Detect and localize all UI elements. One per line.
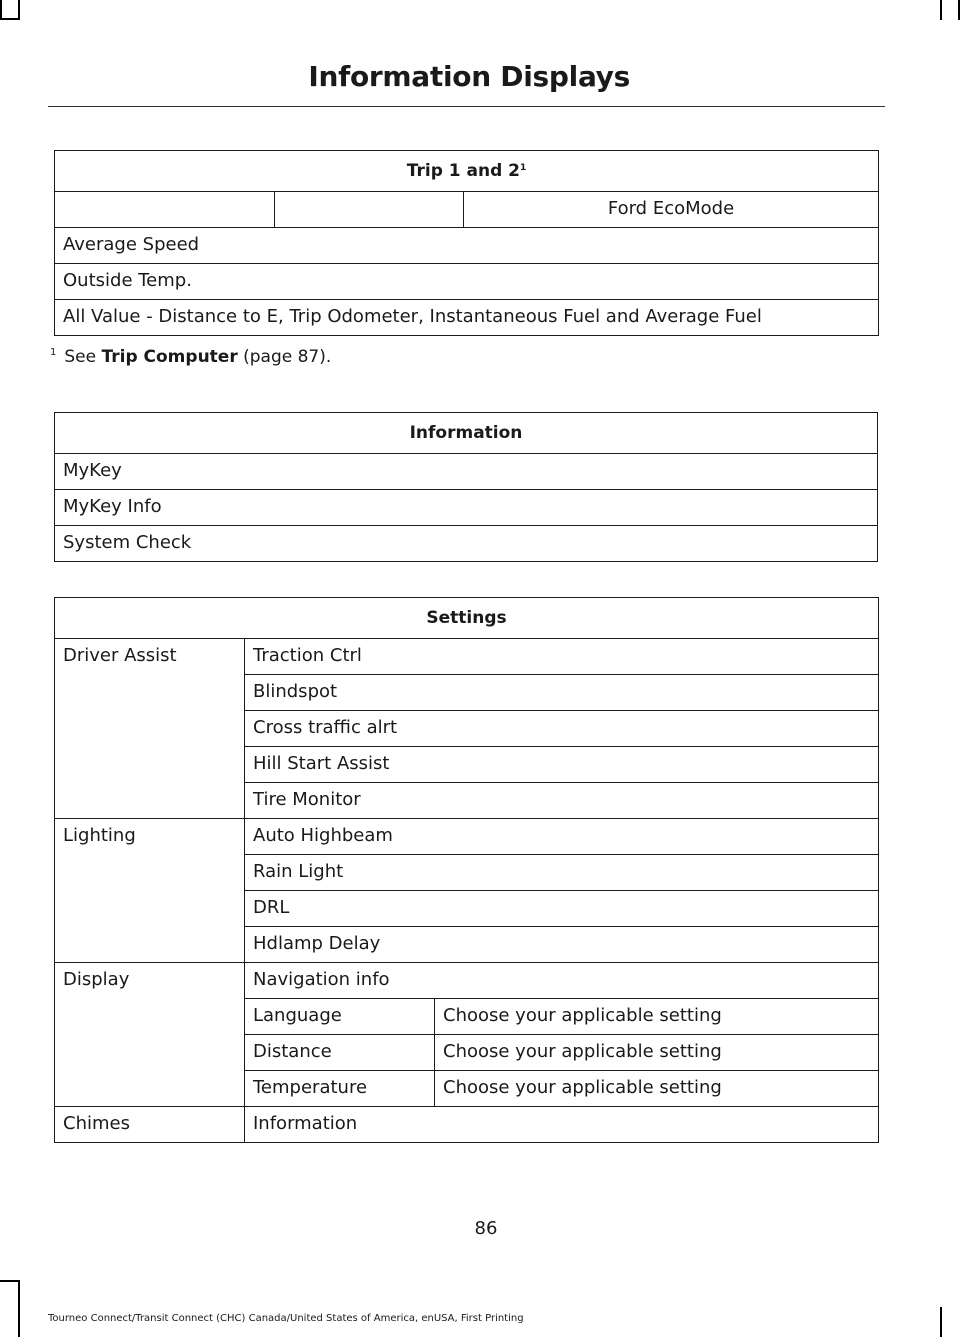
footnote: $^1$ See Trip Computer (page 87). bbox=[50, 347, 332, 367]
table-cell: Choose your applicable setting bbox=[435, 1035, 879, 1071]
table-cell: Cross traffic alrt bbox=[245, 711, 879, 747]
table-cell: Outside Temp. bbox=[55, 264, 879, 300]
crop-mark bbox=[0, 18, 20, 20]
table-row bbox=[55, 151, 879, 192]
footnote-link[interactable]: Trip Computer bbox=[101, 347, 238, 367]
page-number: 86 bbox=[474, 1218, 498, 1239]
footer-text: Tourneo Connect/Transit Connect (CHC) Canada/United States of America, enUSA, First Printing bbox=[48, 1313, 524, 1324]
table-cell: MyKey Info bbox=[55, 490, 878, 526]
table-cell bbox=[55, 192, 275, 228]
crop-mark bbox=[0, 0, 2, 20]
title-divider bbox=[48, 106, 885, 107]
table-cell: System Check bbox=[55, 526, 878, 562]
table-row bbox=[55, 192, 879, 228]
table-row bbox=[55, 963, 879, 999]
table-row bbox=[55, 819, 879, 855]
table-cell: Chimes bbox=[55, 1107, 245, 1143]
table-row bbox=[55, 300, 879, 336]
table-row bbox=[55, 264, 879, 300]
table-cell: Navigation info bbox=[245, 963, 879, 999]
information-table bbox=[54, 412, 878, 562]
trip-table bbox=[54, 150, 879, 336]
footnote-marker: 1 bbox=[50, 347, 57, 358]
table-cell: Driver Assist bbox=[55, 639, 245, 819]
table-cell: Ford EcoMode bbox=[464, 192, 879, 228]
table-cell: Blindspot bbox=[245, 675, 879, 711]
trip-table-title: Trip 1 and $2^1$ bbox=[55, 151, 879, 192]
table-cell: Traction Ctrl bbox=[245, 639, 879, 675]
table-cell: Distance bbox=[245, 1035, 435, 1071]
table-row bbox=[55, 454, 878, 490]
table-cell: Tire Monitor bbox=[245, 783, 879, 819]
page-title: Information Displays bbox=[308, 60, 630, 93]
table-cell: Choose your applicable setting bbox=[435, 999, 879, 1035]
table-row bbox=[55, 490, 878, 526]
crop-mark bbox=[18, 1282, 20, 1337]
crop-mark bbox=[18, 0, 20, 20]
table-row bbox=[55, 228, 879, 264]
table-cell bbox=[275, 192, 464, 228]
crop-mark bbox=[0, 1280, 20, 1282]
table-cell: Rain Light bbox=[245, 855, 879, 891]
table-row bbox=[55, 526, 878, 562]
settings-table bbox=[54, 597, 879, 1143]
table-row bbox=[55, 413, 878, 454]
table-cell: Hill Start Assist bbox=[245, 747, 879, 783]
table-cell: Lighting bbox=[55, 819, 245, 963]
table-cell: Information bbox=[245, 1107, 879, 1143]
table-row bbox=[55, 1107, 879, 1143]
settings-table-title: Settings bbox=[55, 598, 879, 639]
crop-mark bbox=[940, 1307, 942, 1337]
table-cell: Language bbox=[245, 999, 435, 1035]
table-cell: All Value - Distance to E, Trip Odometer, Instantaneous Fuel and Average Fuel bbox=[55, 300, 879, 336]
table-cell: Hdlamp Delay bbox=[245, 927, 879, 963]
crop-mark bbox=[940, 0, 942, 20]
table-cell: Display bbox=[55, 963, 245, 1107]
table-cell: Average Speed bbox=[55, 228, 879, 264]
table-cell: MyKey bbox=[55, 454, 878, 490]
table-row bbox=[55, 639, 879, 675]
table-cell: Choose your applicable setting bbox=[435, 1071, 879, 1107]
table-cell: Temperature bbox=[245, 1071, 435, 1107]
table-cell: Auto Highbeam bbox=[245, 819, 879, 855]
footnote-marker: 1 bbox=[520, 163, 527, 173]
table-row bbox=[55, 598, 879, 639]
information-table-title: Information bbox=[55, 413, 878, 454]
table-cell: DRL bbox=[245, 891, 879, 927]
